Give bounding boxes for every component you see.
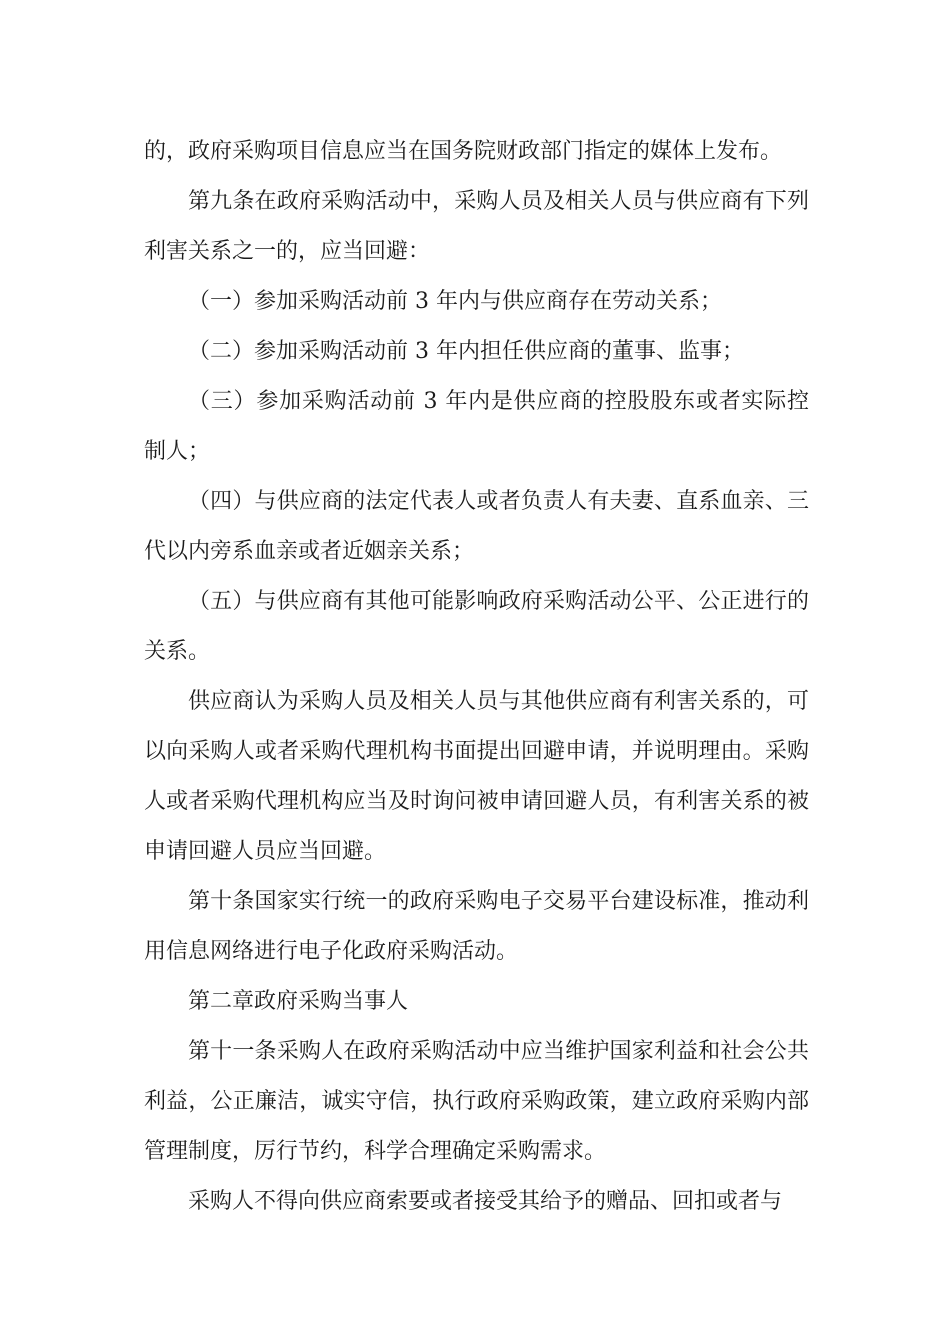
paragraph-article-10: 第十条国家实行统一的政府采购电子交易平台建设标准，推动利用信息网络进行电子化政府采购活动。 — [144, 889, 809, 964]
paragraph-article-9: 第九条在政府采购活动中，采购人员及相关人员与供应商有下列利害关系之一的，应当回避： — [144, 189, 809, 264]
paragraph-article-11: 第十一条采购人在政府采购活动中应当维护国家利益和社会公共利益，公正廉洁，诚实守信，执行政府采购政策，建立政府采购内部管理制度，厉行节约，科学合理确定采购需求。 — [144, 1039, 809, 1164]
list-item-5: （五）与供应商有其他可能影响政府采购活动公平、公正进行的关系。 — [144, 589, 809, 664]
paragraph-purchaser-gifts: 采购人不得向供应商索要或者接受其给予的赠品、回扣或者与 — [188, 1189, 783, 1214]
list-item-4: （四）与供应商的法定代表人或者负责人有夫妻、直系血亲、三代以内旁系血亲或者近姻亲关系； — [144, 489, 809, 564]
list-item-2: （二）参加采购活动前 3 年内担任供应商的董事、监事； — [188, 339, 744, 364]
list-item-3: （三）参加采购活动前 3 年内是供应商的控股股东或者实际控制人； — [144, 389, 809, 464]
list-item-1: （一）参加采购活动前 3 年内与供应商存在劳动关系； — [188, 289, 722, 314]
document-body — [144, 127, 809, 1227]
paragraph-supplier-avoidance: 供应商认为采购人员及相关人员与其他供应商有利害关系的，可以向采购人或者采购代理机构书面提出回避申请，并说明理由。采购人或者采购代理机构应当及时询问被申请回避人员，有利害关系的被申请回避人员应当回避。 — [144, 689, 809, 864]
chapter-heading: 第二章政府采购当事人 — [188, 989, 409, 1014]
paragraph-1: 的，政府采购项目信息应当在国务院财政部门指定的媒体上发布。 — [144, 139, 783, 164]
